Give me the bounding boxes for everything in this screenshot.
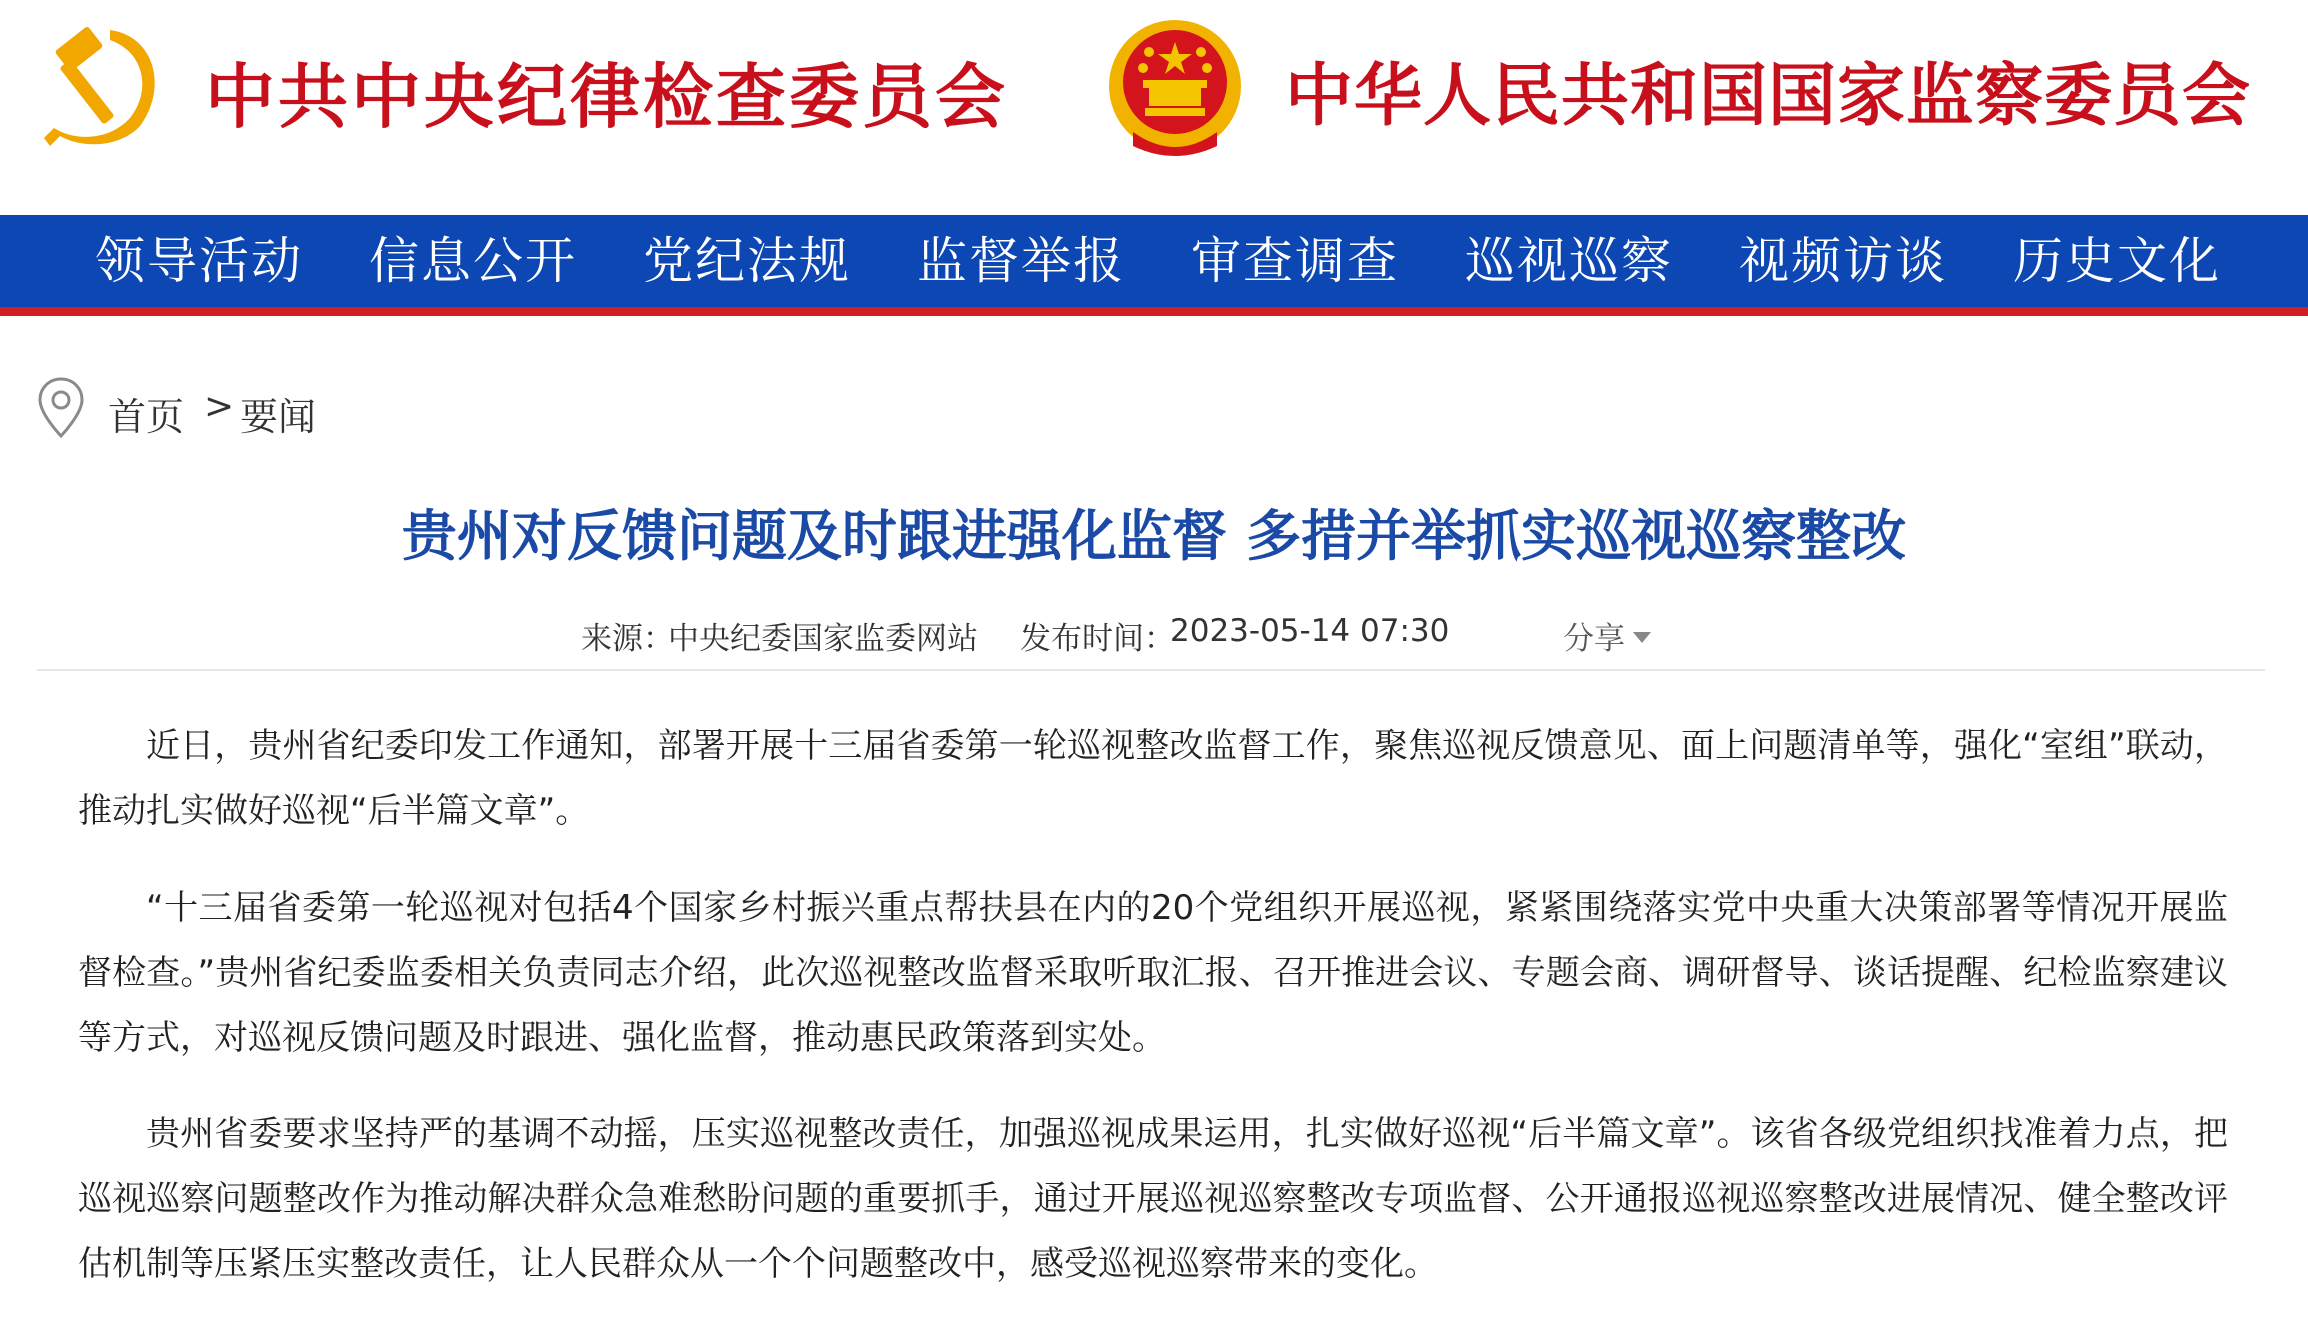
national-emblem-icon — [1105, 14, 1245, 164]
nav-item-report[interactable]: 监督举报 — [917, 232, 1125, 290]
source-label: 来源： — [581, 621, 674, 657]
share-label: 分享 — [1563, 621, 1625, 657]
article-paragraph-1: 近日，贵州省纪委印发工作通知，部署开展十三届省委第一轮巡视整改监督工作，聚焦巡视反馈意见、面上问题清单等，强化“室组”联动，推动扎实做好巡视“后半篇文章”。 — [78, 726, 2228, 831]
breadcrumb-current[interactable]: 要闻 — [240, 395, 317, 439]
ccdi-title: 中共中央纪律检查委员会 — [205, 55, 1008, 138]
nsc-title: 中华人民共和国国家监察委员会 — [1285, 56, 2252, 136]
breadcrumb-home[interactable]: 首页 — [108, 395, 185, 439]
party-emblem-icon — [40, 18, 170, 158]
chevron-down-icon — [1633, 632, 1651, 643]
site-header — [0, 0, 2308, 215]
nav-item-inspection[interactable]: 巡视巡察 — [1465, 232, 1673, 290]
share-button[interactable] — [1563, 613, 1651, 658]
nav-item-video[interactable]: 视频访谈 — [1739, 232, 1947, 290]
article-paragraph-2: “十三届省委第一轮巡视对包括4个国家乡村振兴重点帮扶县在内的20个党组织开展巡视，紧紧围绕落实党中央重大决策部署等情况开展监督检查。”贵州省纪委监委相关负责同志介绍，此次巡视整改监督采取听取汇报、召开推进会议、专题会商、调研督导、谈话提醒、纪检监察建议等方式，对巡视反馈问题及时跟进、强化监督，推动惠民政策落到实处。 — [78, 888, 2228, 1058]
location-pin-icon — [36, 376, 86, 440]
publish-time-label: 发布时间： — [1020, 621, 1175, 657]
article-paragraph-3: 贵州省委要求坚持严的基调不动摇，压实巡视整改责任，加强巡视成果运用，扎实做好巡视“后半篇文章”。该省各级党组织找准着力点，把巡视巡察问题整改作为推动解决群众急难愁盼问题的重要抓手，通过开展巡视巡察整改专项监督、公开通报巡视巡察整改进展情况、健全整改评估机制等压紧压实整改责任，让人民群众从一个个问题整改中，感受巡视巡察带来的变化。 — [78, 1114, 2228, 1284]
main-nav — [0, 215, 2308, 316]
nav-item-info-disclosure[interactable]: 信息公开 — [369, 232, 577, 290]
source-value: 中央纪委国家监委网站 — [668, 621, 978, 657]
publish-time-value: 2023-05-14 07:30 — [1170, 613, 1450, 649]
nav-item-investigation[interactable]: 审查调查 — [1191, 232, 1399, 290]
divider — [37, 669, 2265, 671]
nav-item-history[interactable]: 历史文化 — [2013, 232, 2221, 290]
nav-item-leadership[interactable]: 领导活动 — [95, 232, 303, 290]
nav-item-regulations[interactable]: 党纪法规 — [643, 232, 851, 290]
breadcrumb-separator: > — [204, 386, 235, 427]
article-title: 贵州对反馈问题及时跟进强化监督 多措并举抓实巡视巡察整改 — [401, 504, 1907, 568]
